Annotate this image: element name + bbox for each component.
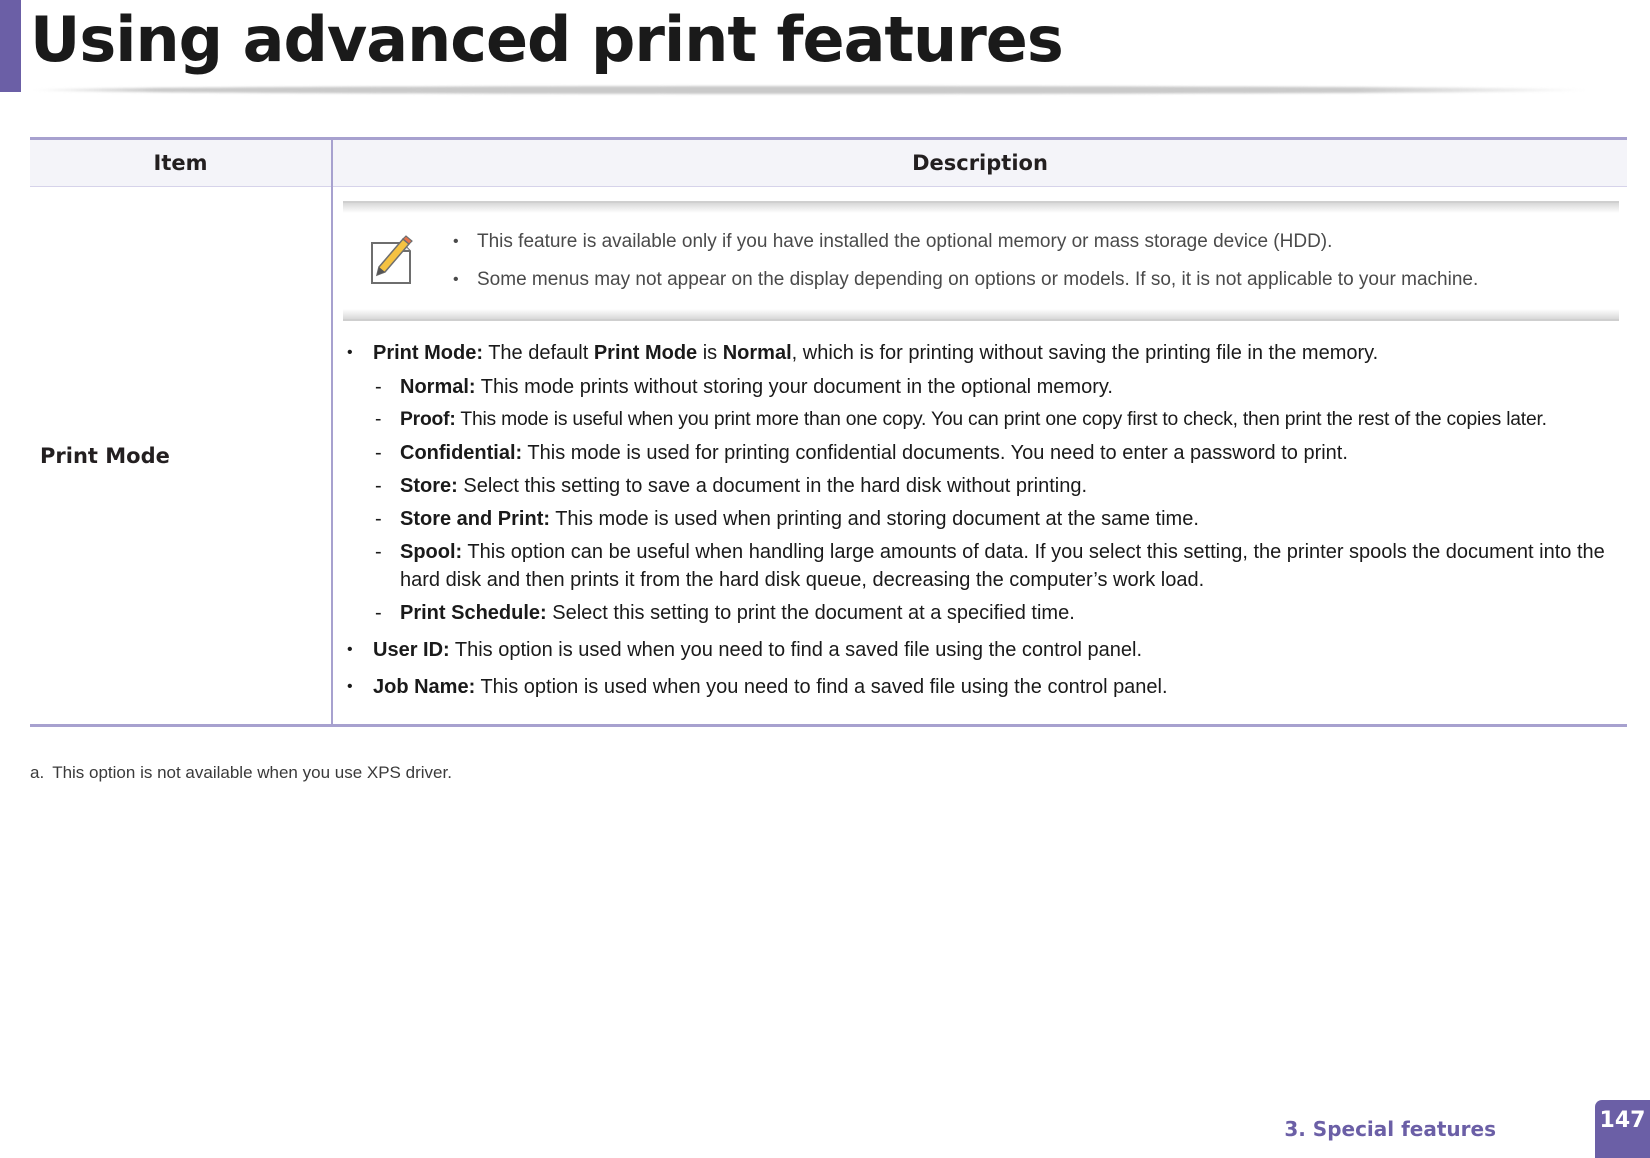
mode-label: Store:: [400, 475, 458, 497]
note-box: [343, 201, 1619, 321]
list-item-mode: [373, 373, 1619, 401]
option-list: [343, 339, 1619, 701]
table-header-row: [30, 139, 1627, 187]
note-item: • This feature is available only if you have installed the optional memory or mass storage device (HDD).: [453, 223, 1599, 261]
list-item-mode: [373, 406, 1619, 434]
mode-label: Spool:: [400, 541, 463, 563]
page-title: Using advanced print features: [30, 3, 1063, 76]
list-item-job-name: [343, 673, 1619, 701]
print-mode-text: is: [697, 342, 723, 364]
mode-label: Proof:: [400, 409, 456, 430]
note-pencil-icon: [369, 235, 415, 287]
item-header: Item: [30, 139, 332, 187]
mode-label: Normal:: [400, 376, 476, 398]
mode-text: Select this setting to print the document at a specified time.: [546, 602, 1075, 624]
print-mode-text: , which is for printing without saving the printing file in the memory.: [791, 342, 1379, 364]
mode-label: Print Schedule:: [400, 602, 547, 624]
job-name-label: Job Name:: [373, 676, 476, 698]
mode-text: This mode prints without storing your document in the optional memory.: [475, 376, 1113, 398]
mode-sublist: [373, 373, 1619, 627]
print-mode-text: The default: [483, 342, 594, 364]
mode-text: This mode is useful when you print more than one copy. You can print one copy first to check, then print the rest of the copies later.: [455, 409, 1547, 430]
side-accent-bar: [0, 0, 21, 92]
description-header: Description: [332, 139, 1627, 187]
mode-text: This option can be useful when handling large amounts of data. If you select this setting, the printer spools the document into the hard disk and then prints it from the hard disk queue, decreasing the computer’s work load.: [400, 541, 1605, 591]
print-mode-term: Print Mode: [593, 342, 698, 364]
note-item: • Some menus may not appear on the display depending on options or models. If so, it is not applicable to your machine.: [453, 261, 1599, 299]
mode-label: Store and Print:: [400, 508, 551, 530]
user-id-label: User ID:: [373, 639, 450, 661]
footnote-mark: a.: [30, 763, 45, 782]
item-cell: Print Mode: [30, 187, 332, 726]
print-mode-default: Normal: [722, 342, 792, 364]
footnote-text: This option is not available when you use XPS driver.: [52, 763, 452, 782]
list-item-mode: [373, 505, 1619, 533]
list-item-mode: [373, 538, 1619, 594]
chapter-label: 3. Special features: [1284, 1117, 1496, 1141]
user-id-text: This option is used when you need to find a saved file using the control panel.: [449, 639, 1143, 661]
mode-text: This mode is used when printing and storing document at the same time.: [550, 508, 1199, 530]
feature-table: [30, 137, 1627, 727]
description-cell: [332, 187, 1627, 726]
job-name-text: This option is used when you need to find a saved file using the control panel.: [475, 676, 1168, 698]
list-item-mode: [373, 439, 1619, 467]
page-number: 147: [1599, 1108, 1646, 1133]
print-mode-label: Print Mode:: [373, 342, 483, 364]
title-divider: [30, 86, 1590, 94]
table-row: [30, 187, 1627, 726]
footnote: [30, 763, 452, 783]
mode-label: Confidential:: [400, 442, 523, 464]
list-item-user-id: [343, 636, 1619, 664]
page-number-badge: [1595, 1100, 1650, 1158]
mode-text: Select this setting to save a document in the hard disk without printing.: [457, 475, 1088, 497]
note-list: [453, 223, 1599, 299]
mode-text: This mode is used for printing confidential documents. You need to enter a password to print.: [522, 442, 1348, 464]
list-item-mode: [373, 472, 1619, 500]
list-item-print-mode: [343, 339, 1619, 627]
list-item-mode: [373, 599, 1619, 627]
